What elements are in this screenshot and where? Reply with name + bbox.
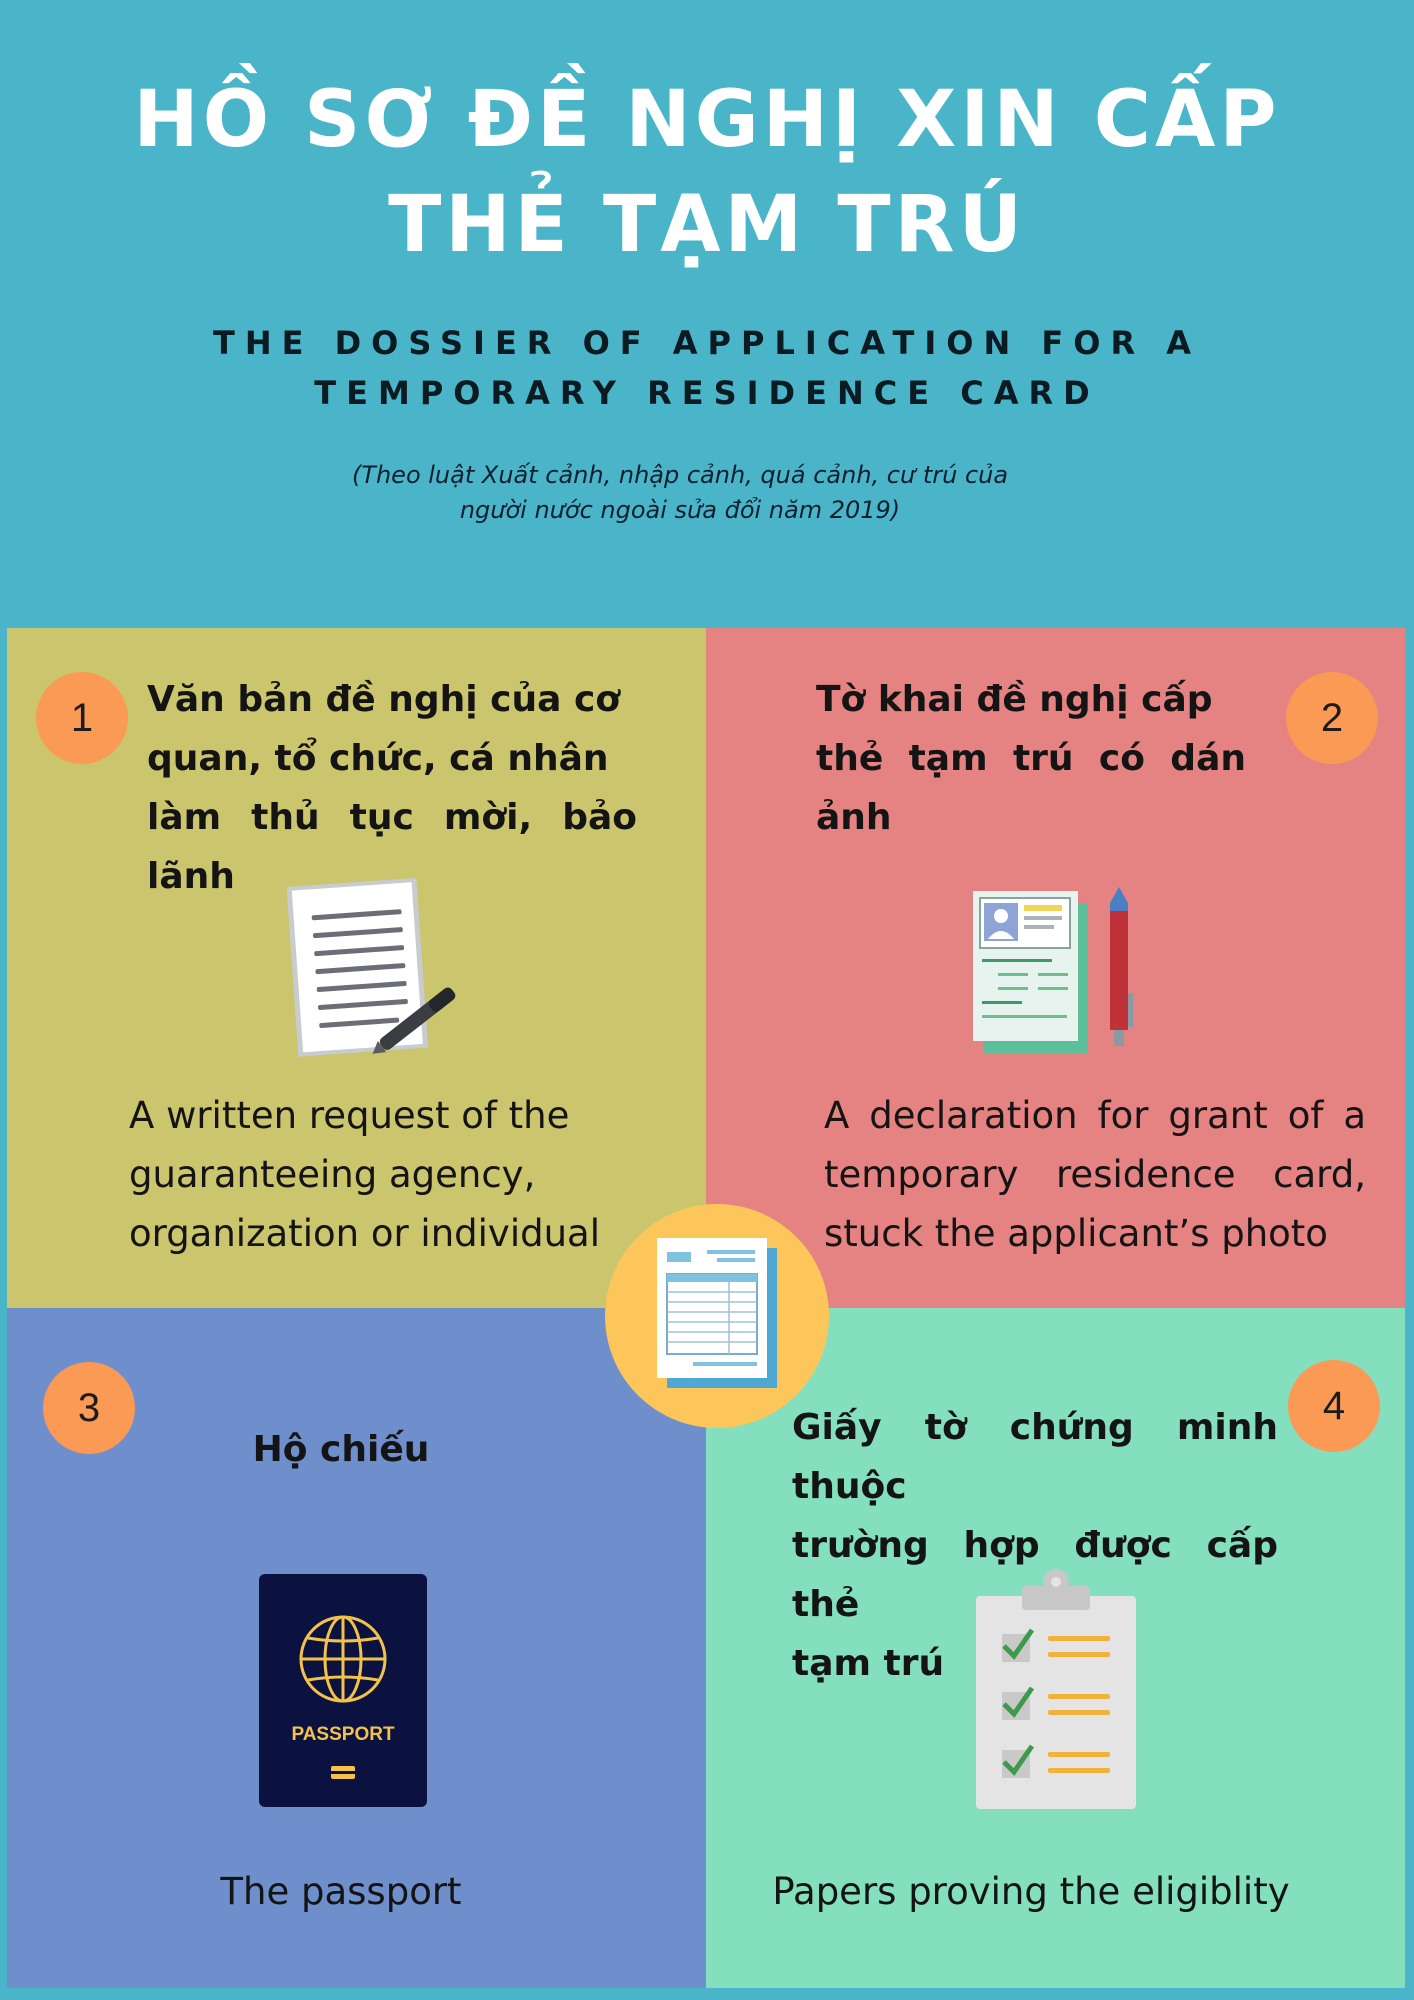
en-line: Papers proving the eligiblity xyxy=(772,1870,1290,1913)
en-line: A declaration for grant of a xyxy=(824,1094,1366,1137)
subtitle-line-1: THE DOSSIER OF APPLICATION FOR A xyxy=(213,324,1201,362)
vi-line: quan, tổ chức, cá nhân xyxy=(147,738,609,779)
vi-line: làm thủ tục mời, bảo lãnh xyxy=(147,797,637,897)
en-line: guaranteeing agency, xyxy=(129,1153,536,1196)
step-number-badge: 2 xyxy=(1286,672,1378,764)
subtitle-line-2: TEMPORARY RESIDENCE CARD xyxy=(314,374,1100,412)
en-line: The passport xyxy=(220,1870,462,1913)
title-line-1: HỒ SƠ ĐỀ NGHỊ XIN CẤP xyxy=(133,75,1281,165)
requirement-card-4 xyxy=(706,1308,1405,1988)
requirement-title-en xyxy=(824,1086,1366,1263)
vi-line: Tờ khai đề nghị cấp xyxy=(816,679,1213,720)
requirement-title-vi xyxy=(147,670,637,906)
legal-note xyxy=(300,458,1060,528)
page-subtitle xyxy=(200,318,1214,418)
vi-line: Giấy tờ chứng minh thuộc xyxy=(792,1407,1278,1507)
requirement-title-en xyxy=(129,1086,689,1263)
requirement-title-en xyxy=(706,1862,1356,1921)
vi-line: tạm trú xyxy=(792,1643,945,1684)
note-line-2: người nước ngoài sửa đổi năm 2019) xyxy=(459,496,901,524)
vi-line: Hộ chiếu xyxy=(252,1429,430,1470)
requirement-title-en xyxy=(7,1862,675,1921)
requirement-title-vi xyxy=(7,1420,675,1479)
requirement-card-3 xyxy=(7,1308,706,1988)
page-title xyxy=(0,68,1414,278)
en-line: organization or individual xyxy=(129,1212,600,1255)
en-line: temporary residence card, xyxy=(824,1153,1366,1196)
center-badge xyxy=(605,1204,829,1428)
checklist-clipboard-icon xyxy=(974,1568,1138,1813)
documents-stack-icon xyxy=(653,1234,783,1394)
passport-icon xyxy=(259,1574,429,1809)
id-form-pen-icon xyxy=(968,883,1148,1063)
requirement-card-1 xyxy=(7,628,706,1308)
requirement-title-vi xyxy=(816,670,1246,847)
title-line-2: THẺ TẠM TRÚ xyxy=(388,180,1026,270)
passport-label: PASSPORT xyxy=(291,1724,395,1745)
requirement-card-2 xyxy=(706,628,1405,1308)
document-pen-icon xyxy=(277,873,477,1073)
vi-line: thẻ tạm trú có dán ảnh xyxy=(816,738,1246,838)
step-number-badge: 4 xyxy=(1288,1360,1380,1452)
note-line-1: (Theo luật Xuất cảnh, nhập cảnh, quá cảnh, cư trú của xyxy=(351,461,1009,489)
step-number-badge: 1 xyxy=(36,672,128,764)
en-line: stuck the applicant’s photo xyxy=(824,1212,1328,1255)
vi-line: trường hợp được cấp thẻ xyxy=(792,1525,1278,1625)
en-line: A written request of the xyxy=(129,1094,570,1137)
header xyxy=(0,0,1414,628)
step-number-badge: 3 xyxy=(43,1362,135,1454)
vi-line: Văn bản đề nghị của cơ xyxy=(147,679,621,720)
